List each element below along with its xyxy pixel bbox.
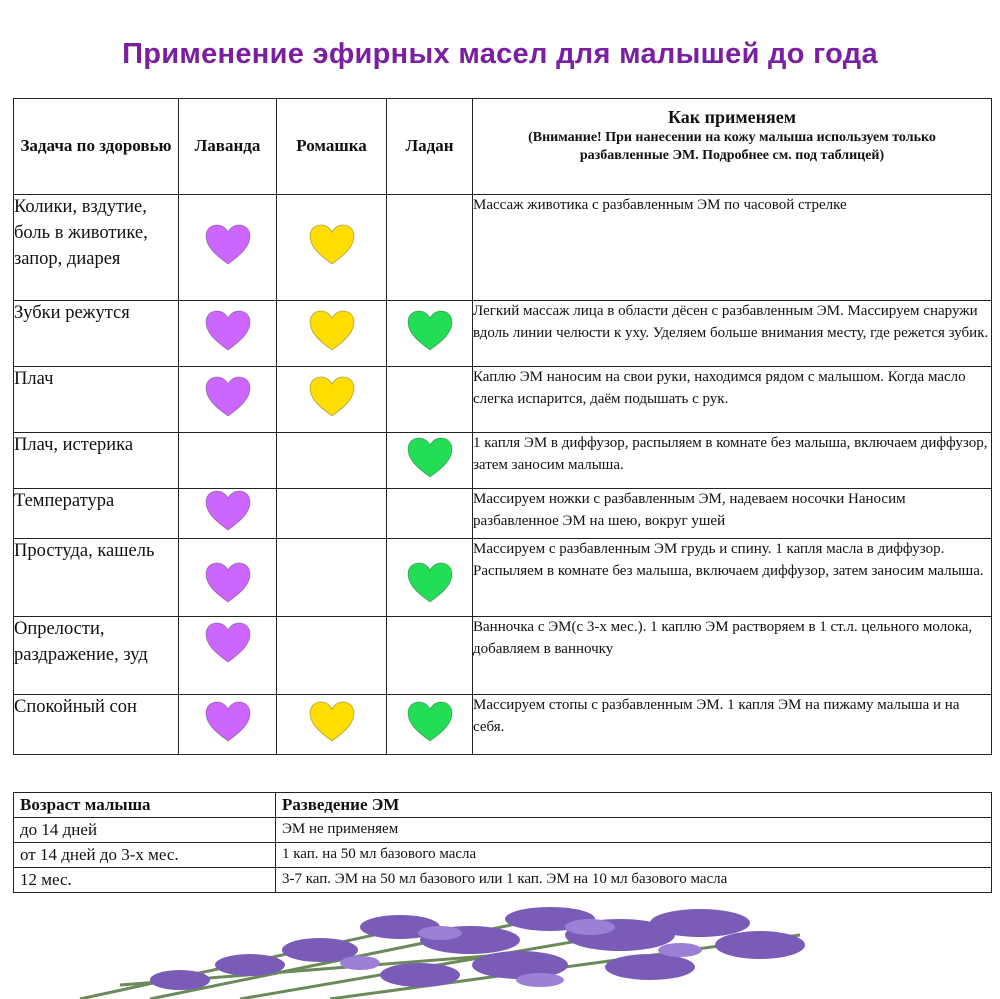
task-cell: Плач	[14, 367, 179, 433]
oils-table	[13, 98, 992, 755]
lavender-heart-icon	[204, 621, 252, 665]
lavender-cell	[179, 367, 277, 433]
chamomile-cell	[277, 617, 387, 695]
chamomile-heart-icon	[308, 700, 356, 744]
frankincense-heart-icon	[406, 436, 454, 480]
chamomile-heart-icon	[308, 223, 356, 267]
lavender-cell	[179, 433, 277, 489]
chamomile-cell	[277, 367, 387, 433]
header-frankincense: Ладан	[387, 99, 473, 195]
task-cell: Температура	[14, 489, 179, 539]
task-cell: Плач, истерика	[14, 433, 179, 489]
oils-table-header-row	[14, 99, 992, 195]
lavender-cell	[179, 695, 277, 755]
frankincense-cell	[387, 539, 473, 617]
age-table	[13, 792, 992, 893]
age-table-header-row	[14, 793, 992, 818]
lavender-heart-icon	[204, 561, 252, 605]
lavender-cell	[179, 539, 277, 617]
dilution-cell: 3-7 кап. ЭМ на 50 мл базового или 1 кап. ЭМ на 10 мл базового масла	[276, 868, 992, 893]
header-dilution: Разведение ЭМ	[276, 793, 992, 818]
task-cell: Зубки режутся	[14, 301, 179, 367]
lavender-image	[0, 905, 1000, 999]
frankincense-cell	[387, 695, 473, 755]
lavender-heart-icon	[204, 223, 252, 267]
lavender-cell	[179, 195, 277, 301]
chamomile-cell	[277, 489, 387, 539]
age-row	[14, 818, 992, 843]
dilution-cell: ЭМ не применяем	[276, 818, 992, 843]
lavender-cell	[179, 617, 277, 695]
header-chamomile: Ромашка	[277, 99, 387, 195]
oils-table-row	[14, 367, 992, 433]
oils-table-row	[14, 433, 992, 489]
how-cell: Ванночка с ЭМ(с 3-х мес.). 1 каплю ЭМ растворяем в 1 ст.л. цельного молока, добавляем в ванночку	[473, 617, 992, 695]
page-title: Применение эфирных масел для малышей до года	[122, 38, 878, 70]
task-cell: Спокойный сон	[14, 695, 179, 755]
header-age: Возраст малыша	[14, 793, 276, 818]
chamomile-heart-icon	[308, 375, 356, 419]
lavender-cell	[179, 301, 277, 367]
oils-table-row	[14, 195, 992, 301]
header-how-title: Как применяем	[667, 107, 797, 127]
chamomile-cell	[277, 195, 387, 301]
header-how	[473, 99, 992, 195]
header-task: Задача по здоровью	[14, 99, 179, 195]
dilution-cell: 1 кап. на 50 мл базового масла	[276, 843, 992, 868]
frankincense-cell	[387, 301, 473, 367]
chamomile-cell	[277, 539, 387, 617]
chamomile-cell	[277, 433, 387, 489]
lavender-heart-icon	[204, 700, 252, 744]
oils-table-row	[14, 617, 992, 695]
frankincense-heart-icon	[406, 700, 454, 744]
frankincense-cell	[387, 367, 473, 433]
how-cell: Массируем стопы с разбавленным ЭМ. 1 капля ЭМ на пижаму малыша и на себя.	[473, 695, 992, 755]
frankincense-heart-icon	[406, 309, 454, 353]
how-cell: 1 капля ЭМ в диффузор, распыляем в комнате без малыша, включаем диффузор, затем заносим малыша.	[473, 433, 992, 489]
frankincense-heart-icon	[406, 561, 454, 605]
header-how-note: (Внимание! При нанесении на кожу малыша используем только разбавленные ЭМ. Подробнее см. под таблицей)	[528, 130, 936, 164]
how-cell: Массаж животика с разбавленным ЭМ по часовой стрелке	[473, 195, 992, 301]
lavender-heart-icon	[204, 309, 252, 353]
age-cell: до 14 дней	[14, 818, 276, 843]
frankincense-cell	[387, 195, 473, 301]
task-cell: Опрелости, раздражение, зуд	[14, 617, 179, 695]
frankincense-cell	[387, 433, 473, 489]
age-row	[14, 843, 992, 868]
how-cell: Массируем с разбавленным ЭМ грудь и спину. 1 капля масла в диффузор. Распыляем в комнате без малыша, включаем диффузор, затем заносим малыша.	[473, 539, 992, 617]
oils-table-row	[14, 489, 992, 539]
frankincense-cell	[387, 489, 473, 539]
chamomile-heart-icon	[308, 309, 356, 353]
task-cell: Колики, вздутие, боль в животике, запор, диарея	[14, 195, 179, 301]
age-row	[14, 868, 992, 893]
lavender-heart-icon	[204, 489, 252, 533]
frankincense-cell	[387, 617, 473, 695]
chamomile-cell	[277, 301, 387, 367]
chamomile-cell	[277, 695, 387, 755]
header-lavender: Лаванда	[179, 99, 277, 195]
age-cell: от 14 дней до 3-х мес.	[14, 843, 276, 868]
oils-table-row	[14, 301, 992, 367]
age-cell: 12 мес.	[14, 868, 276, 893]
lavender-cell	[179, 489, 277, 539]
lavender-heart-icon	[204, 375, 252, 419]
how-cell: Легкий массаж лица в области дёсен с разбавленным ЭМ. Массируем снаружи вдоль линии челюсти к уху. Уделяем больше внимания месту, где режется зубик.	[473, 301, 992, 367]
how-cell: Каплю ЭМ наносим на свои руки, находимся рядом с малышом. Когда масло слегка испарится, даём подышать с рук.	[473, 367, 992, 433]
oils-table-row	[14, 539, 992, 617]
how-cell: Массируем ножки с разбавленным ЭМ, надеваем носочки Наносим разбавленное ЭМ на шею, вокруг ушей	[473, 489, 992, 539]
task-cell: Простуда, кашель	[14, 539, 179, 617]
oils-table-row	[14, 695, 992, 755]
